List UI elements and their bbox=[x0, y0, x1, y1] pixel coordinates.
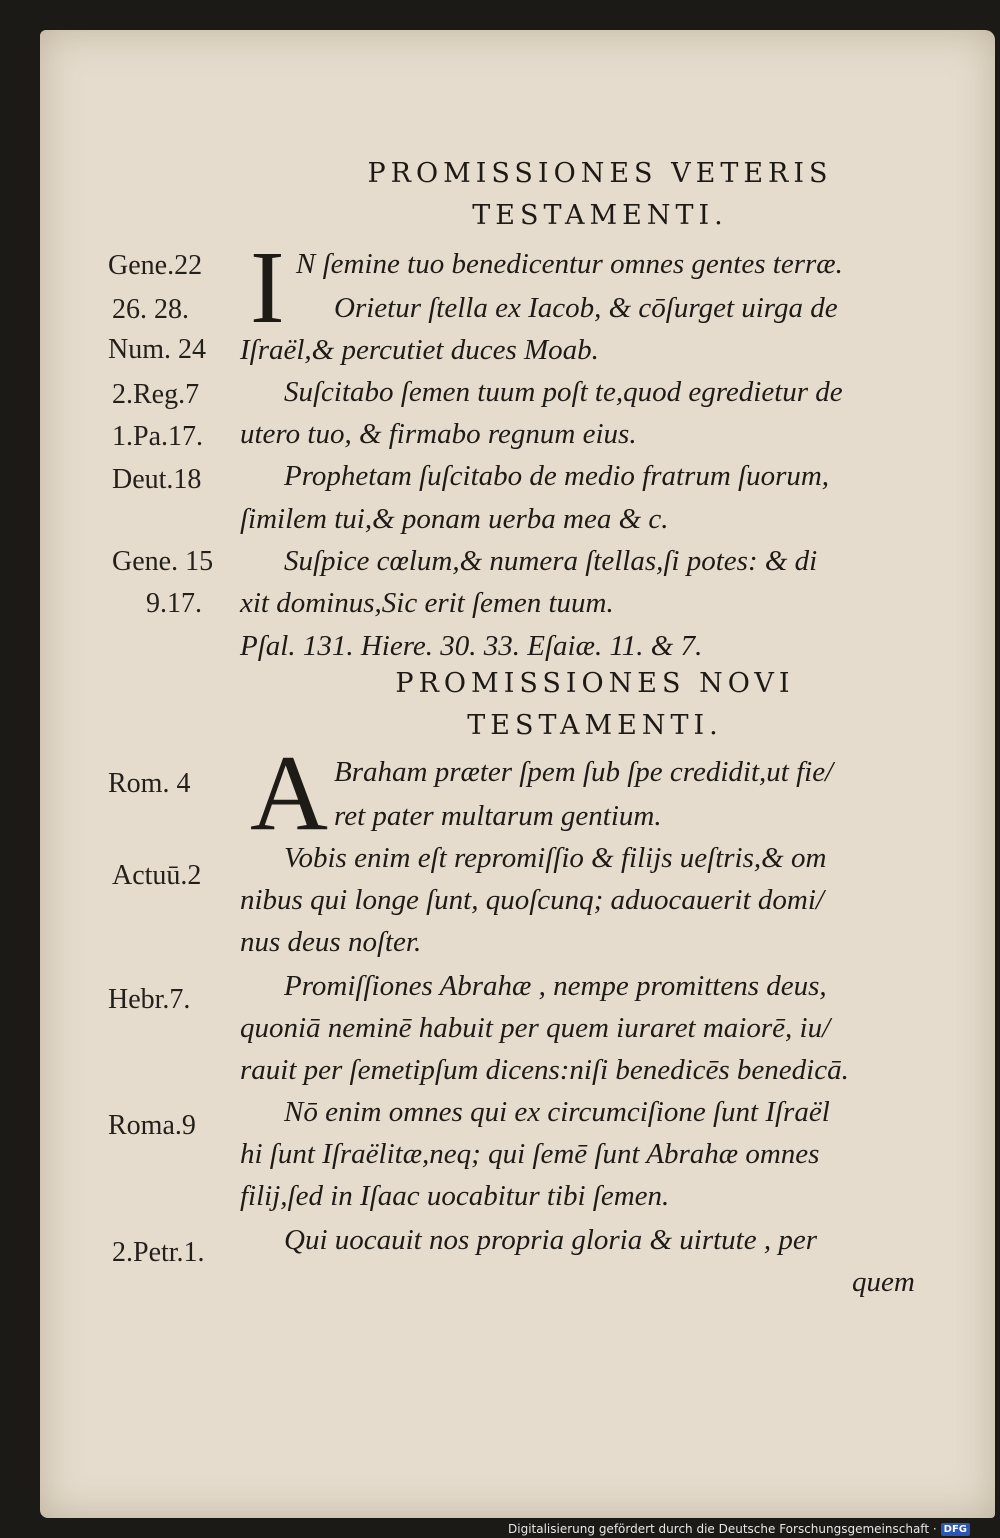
text-line: Suſcitabo ſemen tuum poſt te,quod egredietur de bbox=[284, 376, 843, 408]
heading-old-testament: PROMISSIONES VETERIS bbox=[367, 158, 833, 189]
footer-credit: Digitalisierung gefördert durch die Deutsche Forschungsgemeinschaft · bbox=[508, 1522, 937, 1536]
text-line-catchword: quem bbox=[852, 1266, 915, 1298]
text-line: hi ſunt Iſraëlitæ,neq; qui ſemē ſunt Abrahæ omnes bbox=[240, 1138, 820, 1170]
text-line: rauit per ſemetipſum dicens:niſi benedicēs benedicā. bbox=[240, 1054, 849, 1086]
heading-new-testament: PROMISSIONES NOVI bbox=[395, 668, 795, 699]
margin-ref: Gene. 15 bbox=[112, 546, 214, 577]
text-line: nus deus noſter. bbox=[240, 926, 422, 958]
text-line: Orietur ſtella ex Iacob, & cōſurget uirga de bbox=[334, 292, 838, 324]
margin-ref: Rom. 4 bbox=[108, 768, 191, 799]
margin-ref: Hebr.7. bbox=[108, 984, 191, 1015]
digitization-footer bbox=[508, 1522, 970, 1536]
heading-testamenti-2: TESTAMENTI. bbox=[467, 710, 723, 741]
margin-ref: Actuū.2 bbox=[112, 860, 202, 891]
text-line: ret pater multarum gentium. bbox=[334, 800, 662, 832]
text-line: Suſpice cœlum,& numera ſtellas,ſi potes: & di bbox=[284, 545, 818, 577]
text-line: Pſal. 131. Hiere. 30. 33. Eſaiæ. 11. & 7. bbox=[240, 630, 703, 662]
margin-ref: Roma.9 bbox=[108, 1110, 196, 1141]
text-line: Nō enim omnes qui ex circumciſione ſunt Iſraël bbox=[284, 1096, 830, 1128]
text-line: quoniā neminē habuit per quem iuraret maiorē, iu/ bbox=[240, 1012, 831, 1044]
text-line: xit dominus,Sic erit ſemen tuum. bbox=[240, 587, 614, 619]
text-line: nibus qui longe ſunt, quoſcunq; aduocauerit domi/ bbox=[240, 884, 824, 916]
margin-ref: 9.17. bbox=[146, 588, 202, 619]
dfg-logo: DFG bbox=[941, 1523, 970, 1536]
text-line: N ſemine tuo benedicentur omnes gentes terræ. bbox=[296, 248, 843, 280]
text-line: Braham præter ſpem ſub ſpe credidit,ut fie/ bbox=[334, 756, 834, 788]
text-line: Iſraël,& percutiet duces Moab. bbox=[240, 334, 599, 366]
text-line: Qui uocauit nos propria gloria & uirtute , per bbox=[284, 1224, 818, 1256]
margin-ref: Num. 24 bbox=[108, 334, 206, 365]
margin-ref: 2.Reg.7 bbox=[112, 379, 200, 410]
margin-ref: 26. 28. bbox=[112, 294, 189, 325]
text-line: Vobis enim eſt repromiſſio & filijs ueſtris,& om bbox=[284, 842, 827, 874]
drop-initial-a: A bbox=[250, 734, 328, 853]
margin-ref: 1.Pa.17. bbox=[112, 421, 203, 452]
text-line: filij,ſed in Iſaac uocabitur tibi ſemen. bbox=[240, 1180, 670, 1212]
margin-ref: Gene.22 bbox=[108, 250, 203, 281]
margin-ref: 2.Petr.1. bbox=[112, 1237, 205, 1268]
text-line: utero tuo, & firmabo regnum eius. bbox=[240, 418, 637, 450]
drop-initial-i: I bbox=[250, 230, 285, 345]
text-line: ſimilem tui,& ponam uerba mea & c. bbox=[240, 503, 669, 535]
text-line: Prophetam ſuſcitabo de medio fratrum ſuorum, bbox=[284, 460, 830, 492]
text-line: Promiſſiones Abrahæ , nempe promittens deus, bbox=[284, 970, 827, 1002]
heading-testamenti-1: TESTAMENTI. bbox=[472, 200, 728, 231]
margin-ref: Deut.18 bbox=[112, 464, 202, 495]
